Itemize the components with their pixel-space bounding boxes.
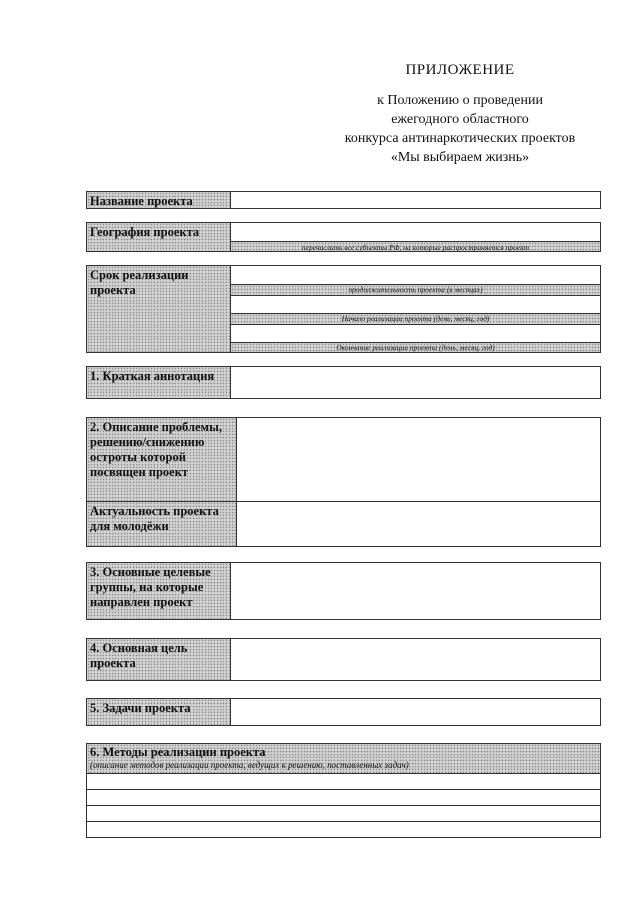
geography-row bbox=[86, 222, 601, 252]
tasks-label: 5. Задачи проекта bbox=[87, 699, 231, 725]
term-duration-field[interactable] bbox=[231, 266, 600, 284]
term-start-field[interactable] bbox=[231, 295, 600, 313]
project-name-row bbox=[86, 191, 601, 209]
term-hint-band-3 bbox=[231, 342, 600, 352]
methods-block bbox=[86, 743, 601, 838]
problem-label: 2. Описание проблемы, решению/снижению остроты которой посвящен проект bbox=[87, 418, 237, 502]
appendix-title: ПРИЛОЖЕНИЕ bbox=[405, 62, 515, 78]
target-groups-label: 3. Основные целевые группы, на которые направлен проект bbox=[87, 563, 231, 619]
methods-line-2[interactable] bbox=[87, 790, 600, 806]
annotation-row bbox=[86, 366, 601, 399]
tasks-row bbox=[86, 698, 601, 726]
problem-block bbox=[86, 417, 601, 547]
annotation-label: 1. Краткая аннотация bbox=[87, 367, 231, 398]
term-hint-duration: продолжительность проекта (в месяцах) bbox=[348, 285, 483, 294]
term-label: Срок реализации проекта bbox=[87, 266, 231, 352]
header-line-2: ежегодного областного bbox=[391, 112, 529, 127]
problem-field[interactable] bbox=[237, 418, 600, 502]
term-hint-band-1 bbox=[231, 284, 600, 295]
target-groups-row bbox=[86, 562, 601, 620]
methods-line-1[interactable] bbox=[87, 774, 600, 790]
target-groups-field[interactable] bbox=[231, 563, 600, 619]
project-name-label: Название проекта bbox=[87, 192, 231, 208]
relevance-label: Актуальность проекта для молодёжи bbox=[87, 502, 237, 546]
methods-label: 6. Методы реализации проекта bbox=[90, 745, 266, 759]
header-line-3: конкурса антинаркотических проектов bbox=[344, 131, 576, 146]
methods-hint: (описание методов реализации проекта, ведущих к решению, поставленных задач) bbox=[90, 760, 409, 770]
main-goal-field[interactable] bbox=[231, 639, 600, 680]
geography-field[interactable] bbox=[231, 223, 600, 241]
term-row bbox=[86, 265, 601, 353]
annotation-field[interactable] bbox=[231, 367, 600, 398]
relevance-field[interactable] bbox=[237, 502, 600, 546]
main-goal-label: 4. Основная цель проекта bbox=[87, 639, 231, 680]
methods-line-3[interactable] bbox=[87, 806, 600, 822]
geography-hint-band bbox=[231, 241, 600, 251]
geography-hint: перечислить все субъекты РФ, на которые распространяется проект bbox=[301, 243, 530, 252]
term-hint-end: Окончание реализации проекта (день, месяц, год) bbox=[336, 343, 495, 352]
header-line-1: к Положению о проведении bbox=[377, 93, 543, 108]
methods-line-4[interactable] bbox=[87, 822, 600, 837]
term-end-field[interactable] bbox=[231, 324, 600, 342]
tasks-field[interactable] bbox=[231, 699, 600, 725]
appendix-header bbox=[300, 62, 620, 167]
term-hint-band-2 bbox=[231, 313, 600, 324]
project-name-field[interactable] bbox=[231, 192, 600, 208]
header-line-4: «Мы выбираем жизнь» bbox=[390, 150, 530, 165]
term-hint-start: Начало реализации проекта (день, месяц, год) bbox=[341, 314, 490, 323]
main-goal-row bbox=[86, 638, 601, 681]
geography-label: География проекта bbox=[87, 223, 231, 251]
methods-header bbox=[87, 744, 600, 774]
